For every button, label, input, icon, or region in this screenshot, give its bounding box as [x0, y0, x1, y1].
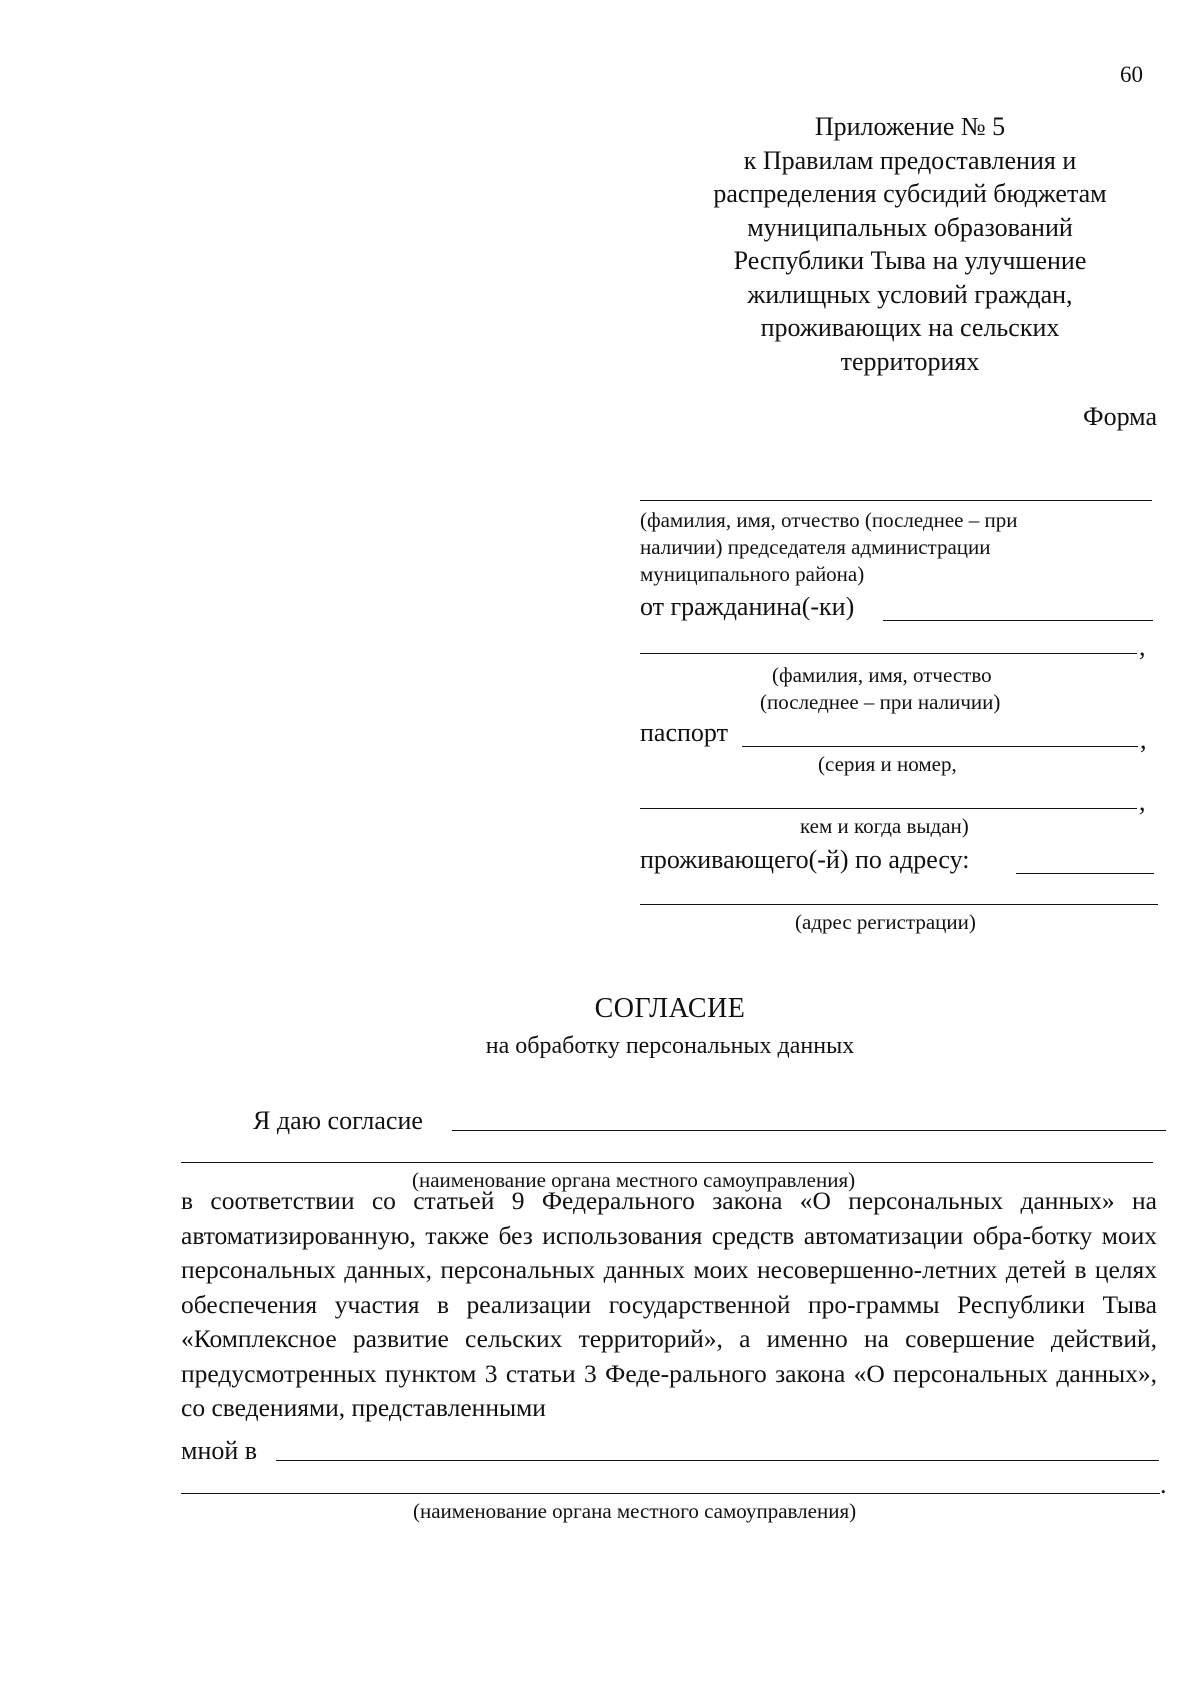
submitted-org-field-2[interactable] — [181, 1493, 1160, 1494]
citizen-name-caption: (последнее – при наличии) — [760, 690, 1001, 714]
from-citizen-label: от гражданина(-ки) — [640, 592, 855, 621]
appendix-header — [620, 110, 1200, 378]
passport-caption: кем и когда выдан) — [800, 814, 969, 838]
period: . — [1160, 1470, 1167, 1499]
comma: , — [1139, 787, 1146, 816]
address-caption: (адрес регистрации) — [795, 910, 976, 934]
consent-subtitle: на обработку персональных данных — [485, 1033, 855, 1059]
passport-issued-field[interactable] — [640, 808, 1137, 809]
appendix-line: Приложение № 5 — [814, 112, 1006, 141]
appendix-line: к Правилам предоставления и — [743, 145, 1077, 175]
org-caption: (наименование органа местного самоуправления) — [412, 1168, 856, 1192]
appendix-line: жилищных условий граждан, — [747, 279, 1073, 309]
by-me-label: мной в — [181, 1436, 258, 1465]
passport-caption: (серия и номер, — [818, 752, 957, 776]
consent-intro-label: Я даю согласие — [253, 1106, 423, 1135]
address-field-2[interactable] — [640, 904, 1158, 905]
chairman-name-field[interactable] — [640, 500, 1152, 501]
form-label: Форма — [1083, 402, 1157, 431]
org-caption-2: (наименование органа местного самоуправления) — [413, 1499, 857, 1523]
citizen-name-caption: (фамилия, имя, отчество — [772, 663, 992, 687]
appendix-line: проживающих на сельских — [760, 313, 1060, 342]
chairman-caption: муниципального района) — [640, 562, 865, 586]
citizen-name-field[interactable] — [883, 620, 1153, 621]
passport-field[interactable] — [742, 746, 1138, 747]
appendix-line: муниципальных образований — [747, 212, 1073, 242]
comma: , — [1140, 725, 1147, 754]
chairman-caption: наличии) председателя администрации — [640, 535, 991, 559]
consent-title: СОГЛАСИЕ — [594, 993, 746, 1024]
citizen-name-field-2[interactable] — [640, 653, 1137, 654]
org-name-field[interactable] — [452, 1130, 1166, 1131]
page-number: 60 — [1120, 62, 1143, 87]
submitted-org-field[interactable] — [276, 1460, 1159, 1461]
chairman-caption: (фамилия, имя, отчество (последнее – при — [640, 508, 1018, 532]
appendix-line: Республики Тыва на улучшение — [733, 246, 1087, 275]
address-field[interactable] — [1016, 873, 1154, 874]
appendix-line: распределения субсидий бюджетам — [713, 179, 1107, 208]
consent-body: в соответствии со статьей 9 Федерального закона «О персональных данных» на автоматизированную, также без использования средств автоматизации обра-ботку моих персональных данных, персональных данных моих несовершенно-летних детей в целях обеспечения участия в реализации государственной про-граммы Республики Тыва «Комплексное развитие сельских территорий», а именно на совершение действий, предусмотренных пунктом 3 статьи 3 Феде-рального закона «О персональных данных», со сведениями, представленными — [181, 1186, 1157, 1422]
comma: , — [1139, 632, 1146, 661]
passport-label: паспорт — [640, 718, 728, 747]
org-name-field-2[interactable] — [181, 1162, 1153, 1163]
address-label: проживающего(-й) по адресу: — [640, 845, 970, 874]
appendix-line: территориях — [840, 346, 980, 376]
